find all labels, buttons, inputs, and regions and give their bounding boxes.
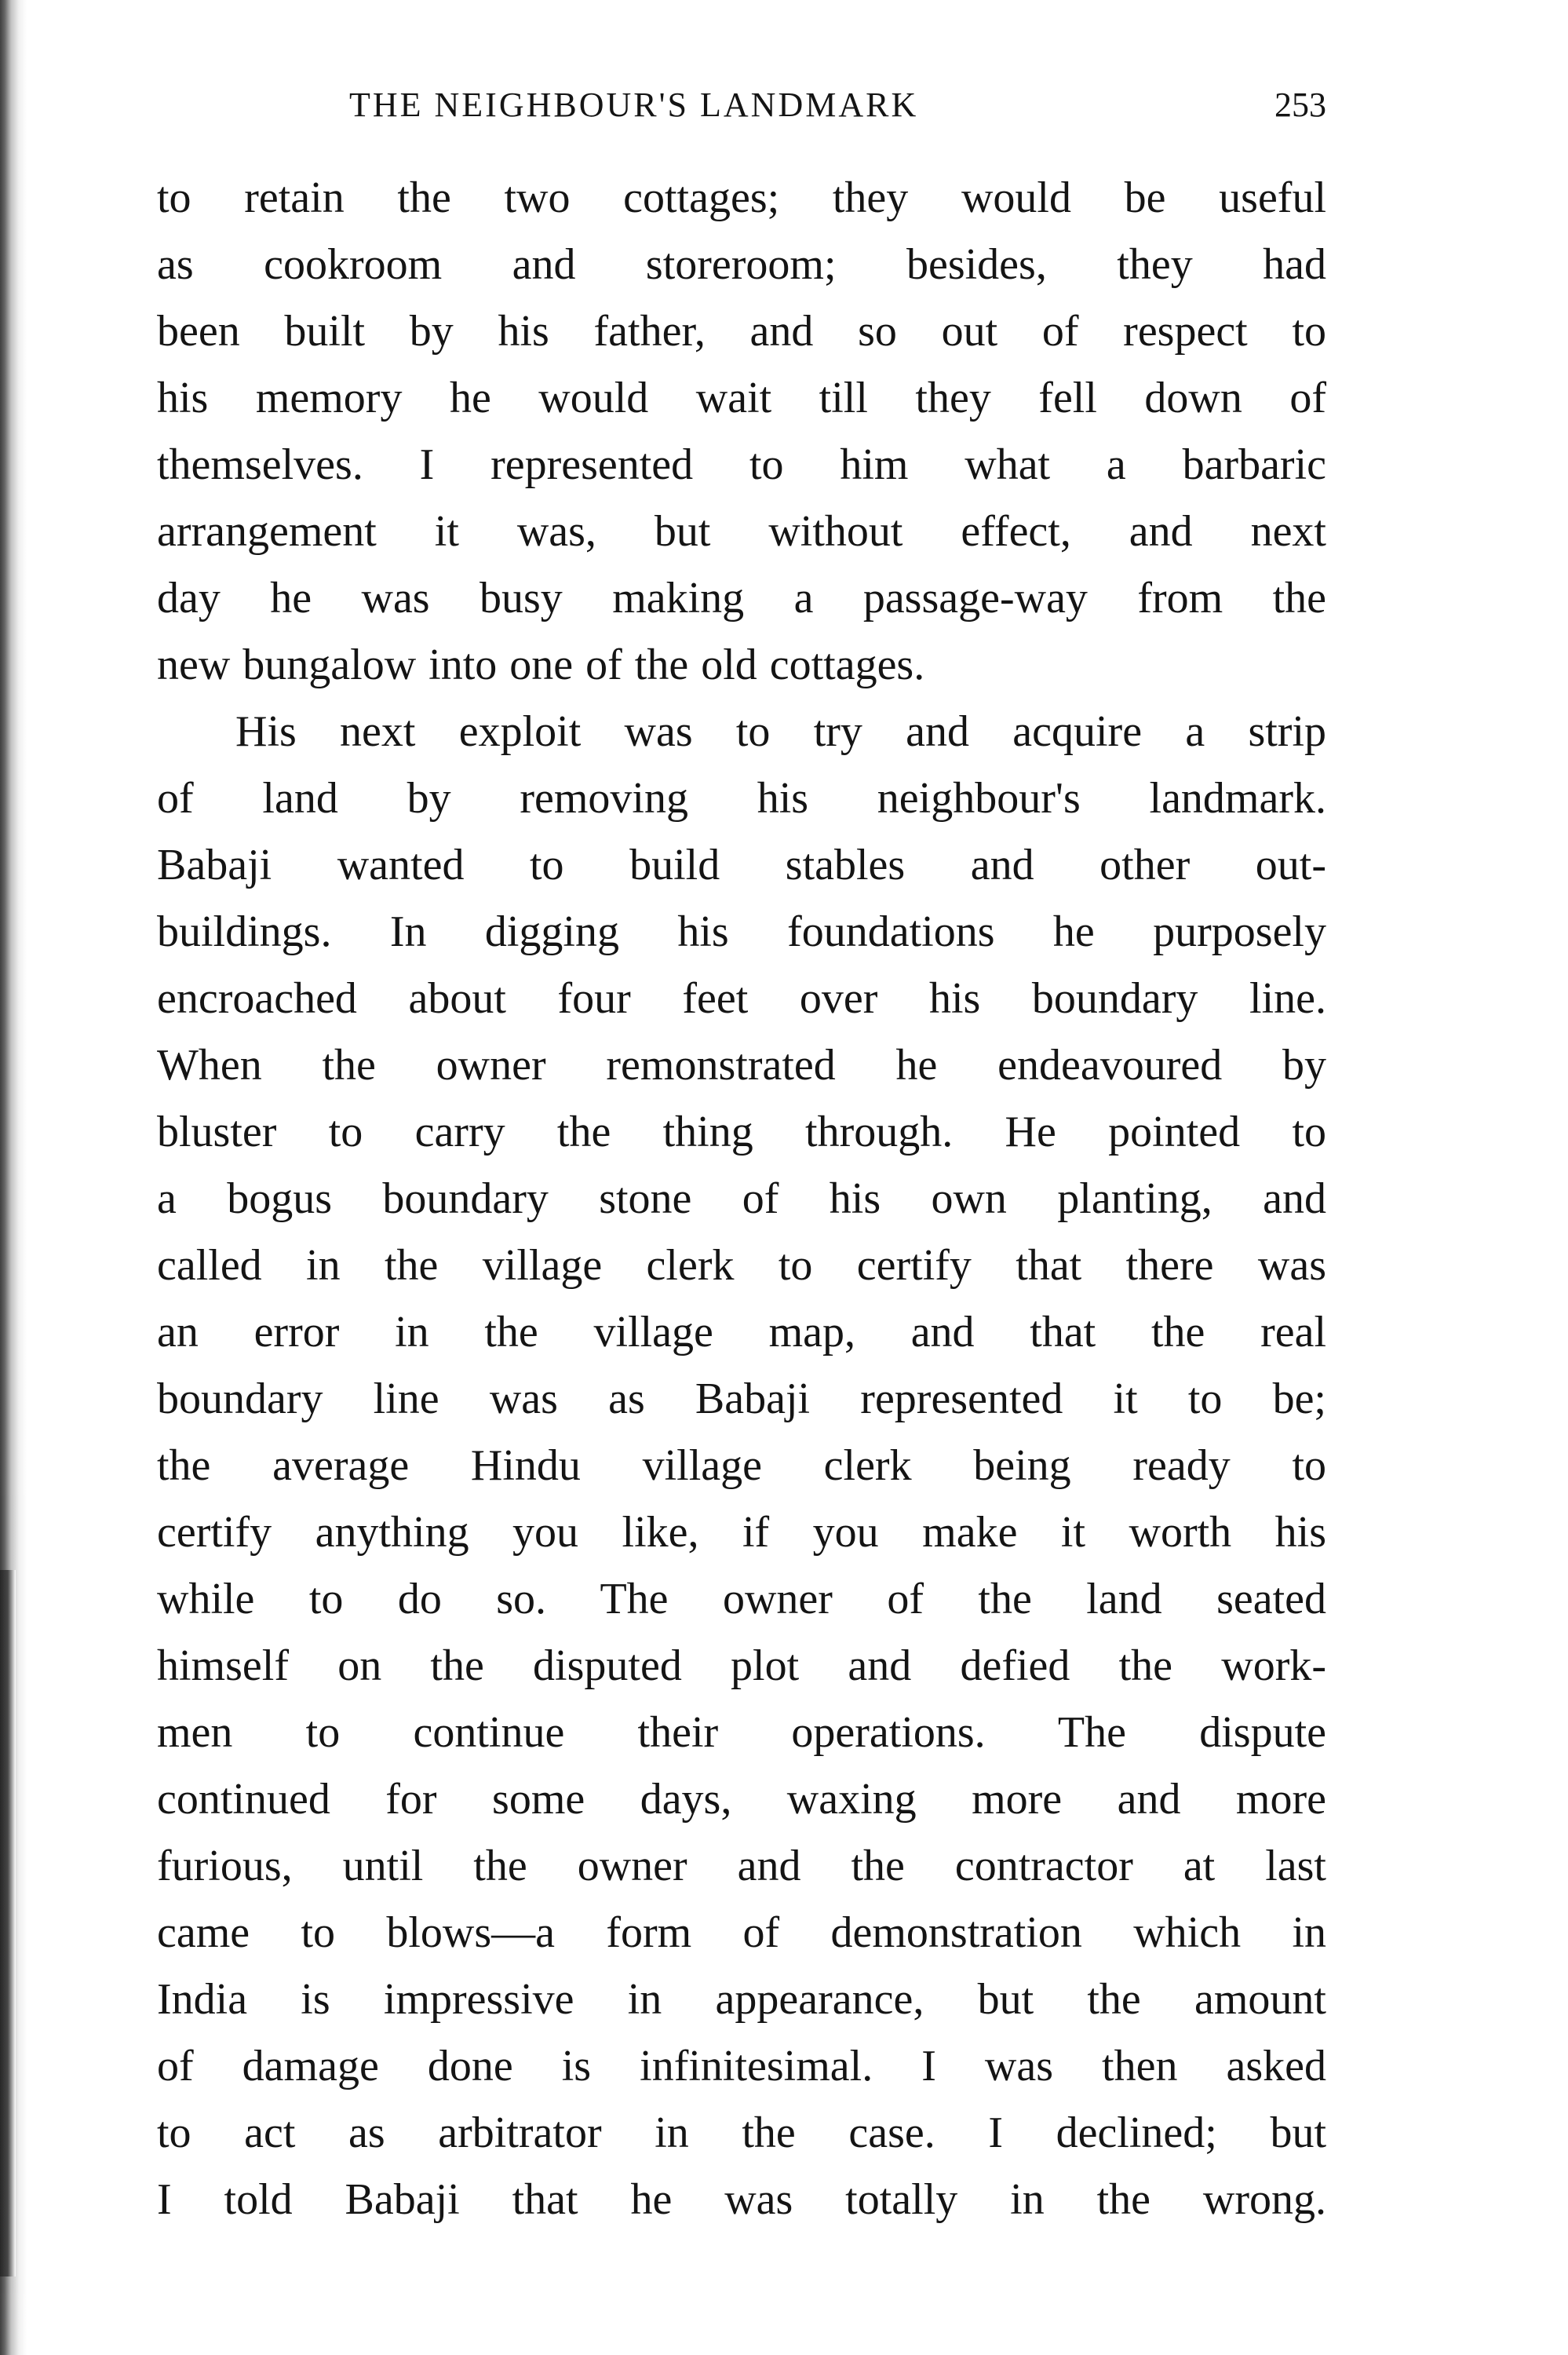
text-line: boundary line was as Babaji represented it to be; <box>157 1375 1326 1423</box>
text-line: the average Hindu village clerk being ready to <box>157 1441 1326 1490</box>
text-line: day he was busy making a passage-way from the <box>157 574 1326 623</box>
text-line: to act as arbitrator in the case. I declined; but <box>157 2109 1326 2157</box>
text-line: himself on the disputed plot and defied the work- <box>157 1641 1326 1690</box>
text-line: encroached about four feet over his boundary line. <box>157 974 1326 1023</box>
text-line: been built by his father, and so out of respect to <box>157 307 1326 356</box>
page-header <box>157 85 1326 132</box>
book-binding-edge <box>0 0 55 2355</box>
text-line: themselves. I represented to him what a barbaric <box>157 440 1326 489</box>
text-line: of land by removing his neighbour's landmark. <box>157 774 1326 823</box>
text-line: as cookroom and storeroom; besides, they had <box>157 240 1326 289</box>
text-line: buildings. In digging his foundations he purposely <box>157 907 1326 956</box>
running-head: THE NEIGHBOUR'S LANDMARK <box>349 86 919 124</box>
text-line: I told Babaji that he was totally in the wrong. <box>157 2175 1326 2224</box>
page-number: 253 <box>1274 86 1326 124</box>
text-line: new bungalow into one of the old cottages. <box>157 641 925 689</box>
text-line: of damage done is infinitesimal. I was then asked <box>157 2042 1326 2090</box>
text-line: furious, until the owner and the contractor at last <box>157 1842 1326 1890</box>
text-line: bluster to carry the thing through. He pointed to <box>157 1108 1326 1156</box>
text-line: came to blows—a form of demonstration which in <box>157 1908 1326 1957</box>
text-line: called in the village clerk to certify that there was <box>157 1241 1326 1290</box>
text-line: arrangement it was, but without effect, and next <box>157 507 1326 556</box>
text-line: an error in the village map, and that the real <box>157 1308 1326 1356</box>
text-line: to retain the two cottages; they would be useful <box>157 173 1326 222</box>
text-line: while to do so. The owner of the land seated <box>157 1575 1326 1623</box>
text-line: India is impressive in appearance, but the amount <box>157 1975 1326 2024</box>
text-line: Babaji wanted to build stables and other out- <box>157 841 1326 889</box>
body-text <box>157 165 1326 2233</box>
text-line: men to continue their operations. The dispute <box>157 1708 1326 1757</box>
text-line: a bogus boundary stone of his own planting, and <box>157 1174 1326 1223</box>
text-line: certify anything you like, if you make it worth his <box>157 1508 1326 1557</box>
text-line: When the owner remonstrated he endeavoured by <box>157 1041 1326 1090</box>
paragraph-start-line: His next exploit was to try and acquire a strip <box>235 707 1326 756</box>
text-line: continued for some days, waxing more and more <box>157 1775 1326 1824</box>
text-line: his memory he would wait till they fell down of <box>157 374 1326 422</box>
